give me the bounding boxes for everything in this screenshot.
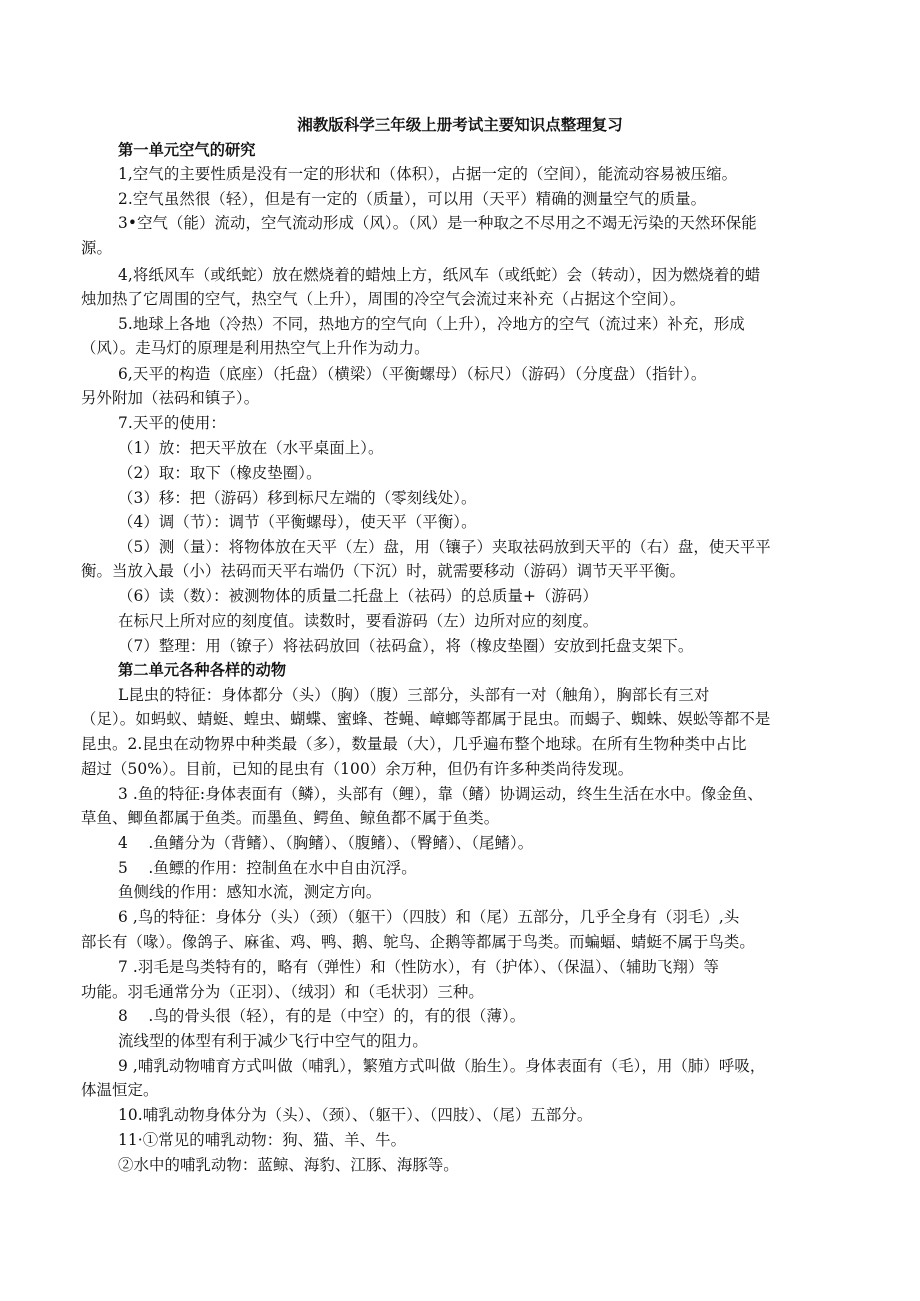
text-line: 3•空气（能）流动，空气流动形成（风）。（风）是一种取之不尽用之不竭无污染的天然环保能 bbox=[118, 214, 757, 232]
text-line: （足）。如蚂蚁、蜻蜓、蝗虫、蝴蝶、蜜蜂、苍蝇、嶂螂等都属于昆虫。而蝎子、蜘蛛、娱蚣等都不是 bbox=[81, 710, 771, 728]
text-line: （6）读（数）：被测物体的质量二托盘上（祛码）的总质量+（游码） bbox=[118, 587, 598, 605]
text-line: 9 ,哺乳动物哺育方式叫做（哺乳），繁殖方式叫做（胎生）。身体表面有（毛），用（肺）呼吸， bbox=[118, 1057, 766, 1075]
text-line: 源。 bbox=[81, 239, 112, 257]
text-line: L昆虫的特征：身体都分（头）（胸）（腹）三部分，头部有一对（触角），胸部长有三对 bbox=[118, 686, 710, 704]
document-title: 湘教版科学三年级上册考试主要知识点整理复习 bbox=[297, 116, 623, 134]
text-line: 部长有（喙）。像鸽子、麻雀、鸡、鸭、鹅、鸵鸟、企鹅等都属于鸟类。而蝙蝠、蜻蜓不属于鸟类。 bbox=[81, 933, 755, 951]
text-line: 5 .鱼鳔的作用：控制鱼在水中自由沉浮。 bbox=[118, 859, 417, 877]
text-line: ②水中的哺乳动物：蓝鲸、海豹、江豚、海豚等。 bbox=[118, 1156, 459, 1174]
text-line: 8 .鸟的骨头很（轻），有的是（中空）的，有的很（薄）。 bbox=[118, 1007, 526, 1025]
text-line: 体温恒定。 bbox=[81, 1081, 159, 1099]
text-line: 1,空气的主要性质是没有一定的形状和（体积），占据一定的（空间），能流动容易被压缩。 bbox=[118, 165, 738, 183]
unit-heading: 第二单元各种各样的动物 bbox=[118, 661, 287, 679]
text-line: 草鱼、鲫鱼都属于鱼类。而墨鱼、鳄鱼、鲸鱼都不属于鱼类。 bbox=[81, 809, 500, 827]
text-line: （1）放：把天平放在（水平桌面上）。 bbox=[118, 439, 384, 457]
text-line: 10.哺乳动物身体分为（头）、（颈）、（躯干）、（四肢）、（尾）五部分。 bbox=[118, 1106, 593, 1124]
text-line: 6 ,鸟的特征：身体分（头）（颈）（躯干）（四肢）和（尾）五部分，几乎全身有（羽毛）,头 bbox=[118, 908, 740, 926]
text-line: （3）移：把（游码）移到标尺左端的（零刻线处）。 bbox=[118, 489, 477, 507]
text-line: 5.地球上各地（冷热）不同，热地方的空气向（上升），冷地方的空气（流过来）补充，形成 bbox=[118, 315, 745, 333]
text-line: 4,将纸风车（或纸蛇）放在燃烧着的蜡烛上方，纸风车（或纸蛇）会（转动），因为燃烧着的蜡 bbox=[118, 266, 761, 284]
text-line: 昆虫。2.昆虫在动物界中种类最（多），数量最（大），几乎遍布整个地球。在所有生物种类中占比 bbox=[81, 735, 747, 753]
text-line: 超过（50%）。目前，已知的昆虫有（100）余万种，但仍有许多种类尚待发现。 bbox=[81, 760, 634, 778]
text-line: 3 .鱼的特征:身体表面有（鳞），头部有（鲤），靠（鳍）协调运动，终生生活在水中。像金鱼、 bbox=[118, 785, 763, 803]
text-line: 7.天平的使用： bbox=[118, 414, 226, 432]
text-line: （7）整理：用（镣子）将祛码放回（祛码盒），将（橡皮垫圈）安放到托盘支架下。 bbox=[118, 637, 694, 655]
unit-heading: 第一单元空气的研究 bbox=[118, 141, 256, 159]
text-line: 6,天平的构造（底座）（托盘）（横梁）（平衡螺母）（标尺）（游码）（分度盘）（指针）。 bbox=[118, 365, 707, 383]
text-line: 鱼侧线的作用：感知水流，测定方向。 bbox=[118, 883, 382, 901]
text-line: 7 .羽毛是鸟类特有的，略有（弹性）和（性防水），有（护体）、（保温）、（辅助飞翔）等 bbox=[118, 958, 720, 976]
text-line: 另外附加（祛码和镇子）。 bbox=[81, 389, 260, 407]
text-line: 4 .鱼鳍分为（背鳍）、（胸鳍）、（腹鳍）、（臀鳍）、（尾鳍）。 bbox=[118, 834, 534, 852]
text-line: 功能。羽毛通常分为（正羽）、（绒羽）和（毛状羽）三种。 bbox=[81, 983, 484, 1001]
text-line: 在标尺上所对应的刻度值。读数时，要看游码（左）边所对应的刻度。 bbox=[118, 612, 599, 630]
text-line: （风）。走马灯的原理是利用热空气上升作为动力。 bbox=[81, 339, 430, 357]
text-line: 衡。当放入最（小）祛码而天平右端仍（下沉）时，就需要移动（游码）调节天平平衡。 bbox=[81, 562, 686, 580]
text-line: 流线型的体型有利于减少飞行中空气的阻力。 bbox=[118, 1032, 428, 1050]
text-line: （2）取：取下（橡皮垫圈）。 bbox=[118, 464, 322, 482]
text-line: 烛加热了它周围的空气，热空气（上升），周围的冷空气会流过来补充（占据这个空间）。 bbox=[81, 290, 686, 308]
text-line: （5）测（量）：将物体放在天平（左）盘，用（镶子）夹取祛码放到天平的（右）盘，使天平平 bbox=[118, 538, 771, 556]
text-line: （4）调（节）：调节（平衡螺母），使天平（平衡）。 bbox=[118, 513, 477, 531]
text-line: 2.空气虽然很（轻），但是有一定的（质量），可以用（天平）精确的测量空气的质量。 bbox=[118, 190, 707, 208]
text-line: 11·①常见的哺乳动物：狗、猫、羊、牛。 bbox=[118, 1131, 407, 1149]
